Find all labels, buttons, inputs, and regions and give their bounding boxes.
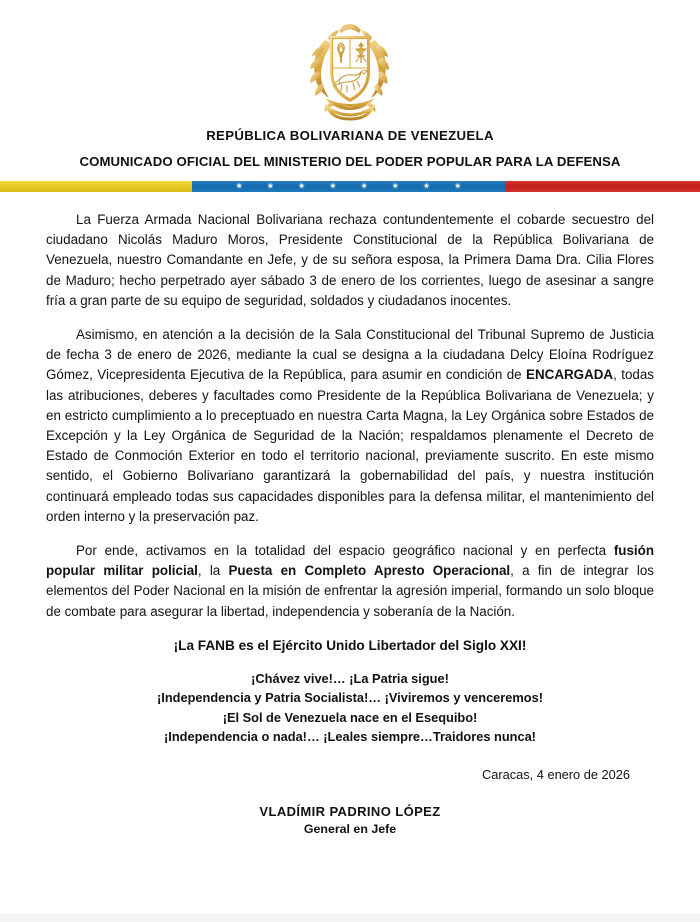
paragraph-2-text-a: Asimismo, en atención a la decisión de la Sala Constitucional del Tribunal Supremo de Justicia de fecha 3 de enero de 2026, mediante la cual se designa a la ciudadana Delcy Eloína Rodríguez Gómez, Vicepresidenta Ejecutiva de la República, para asumir en condición de <box>46 327 654 383</box>
document-header <box>0 0 700 169</box>
place-and-date: Caracas, 4 enero de 2026 <box>482 766 630 782</box>
encargada-emphasis: ENCARGADA <box>526 367 614 383</box>
fusion-emphasis: fusión popular militar policial <box>46 543 654 579</box>
paragraph-2-text-b: , todas las atribuciones, deberes y facultades como Presidente de la República Bolivariana de Venezuela; y en estricto cumplimiento a lo preceptuado en nuestra Carta Magna, la Ley Orgánica sobre Estados de Excepción y la Ley Orgánica de Seguridad de la Nación; respaldamos plenamente el Decreto de Estado de Conmoción Exterior en todo el territorio nacional, previamente suscrito. En este mismo sentido, el Gobierno Bolivariano garantizará la gobernabilidad del país, y nuestra institución continuará empleado todas sus capacidades disponibles para la defensa militar, el mantenimiento del orden interno y la preservación paz. <box>46 367 654 524</box>
main-slogan: ¡La FANB es el Ejército Unido Libertador del Siglo XXI! <box>173 637 527 653</box>
flag-star-icon: ★ <box>267 183 274 190</box>
paragraph-1-text: La Fuerza Armada Nacional Bolivariana rechaza contundentemente el cobarde secuestro del ciudadano Nicolás Maduro Moros, Presidente Constitucional de la República Bolivariana de Venezuela, nuestro Comandante en Jefe, y de su señora esposa, la Primera Dama Dra. Cilia Flores de Maduro; hecho perpetrado ayer sábado 3 de enero de los corrientes, luego de asesinar a sangre fría a gran parte de su equipo de seguridad, soldados y ciudadanos inocentes. <box>46 212 654 308</box>
page-title: REPÚBLICA BOLIVARIANA DE VENEZUELA <box>206 128 494 143</box>
signatory-rank: General en Jefe <box>303 821 397 836</box>
flag-star-icon: ★ <box>392 183 399 190</box>
flag-star-icon: ★ <box>423 183 430 190</box>
flag-red-band <box>505 181 700 192</box>
paragraph-3 <box>46 541 654 622</box>
slogan-line: ¡El Sol de Venezuela nace en el Esequibo! <box>222 709 478 725</box>
flag-blue-band <box>192 181 505 192</box>
venezuela-flag-bar <box>0 181 700 192</box>
document-subtitle: COMUNICADO OFICIAL DEL MINISTERIO DEL PODER POPULAR PARA LA DEFENSA <box>79 154 621 169</box>
paragraph-3-text-a: Por ende, activamos en la totalidad del espacio geográfico nacional y en perfecta <box>76 543 614 559</box>
document-body <box>0 192 700 922</box>
flag-star-icon: ★ <box>298 183 305 190</box>
flag-star-icon: ★ <box>454 183 461 190</box>
flag-stars-group <box>236 181 461 192</box>
venezuela-coat-of-arms-icon <box>295 18 405 122</box>
slogan-line: ¡Chávez vive!… ¡La Patria sigue! <box>251 670 449 686</box>
slogan-line: ¡Independencia y Patria Socialista!… ¡Viviremos y venceremos! <box>157 690 543 706</box>
slogan-list <box>46 669 654 747</box>
paragraph-3-text-c: , a fin de integrar los elementos del Poder Nacional en la misión de enfrentar la agresión imperial, formando un solo bloque de combate para asegurar la libertad, independencia y soberanía de la Nación. <box>46 563 655 619</box>
paragraph-3-text-b: , la <box>197 563 229 579</box>
paragraph-2 <box>46 325 654 527</box>
bottom-edge-strip <box>0 914 700 922</box>
flag-yellow-band <box>0 181 192 192</box>
apresto-emphasis: Puesta en Completo Apresto Operacional <box>228 563 511 579</box>
flag-star-icon: ★ <box>236 183 243 190</box>
slogan-line: ¡Independencia o nada!… ¡Leales siempre…Traidores nunca! <box>164 729 536 745</box>
paragraph-1 <box>46 210 654 311</box>
signature-block <box>46 804 654 836</box>
flag-star-icon: ★ <box>329 183 336 190</box>
flag-star-icon: ★ <box>360 183 368 190</box>
signatory-name: VLADÍMIR PADRINO LÓPEZ <box>259 803 441 819</box>
